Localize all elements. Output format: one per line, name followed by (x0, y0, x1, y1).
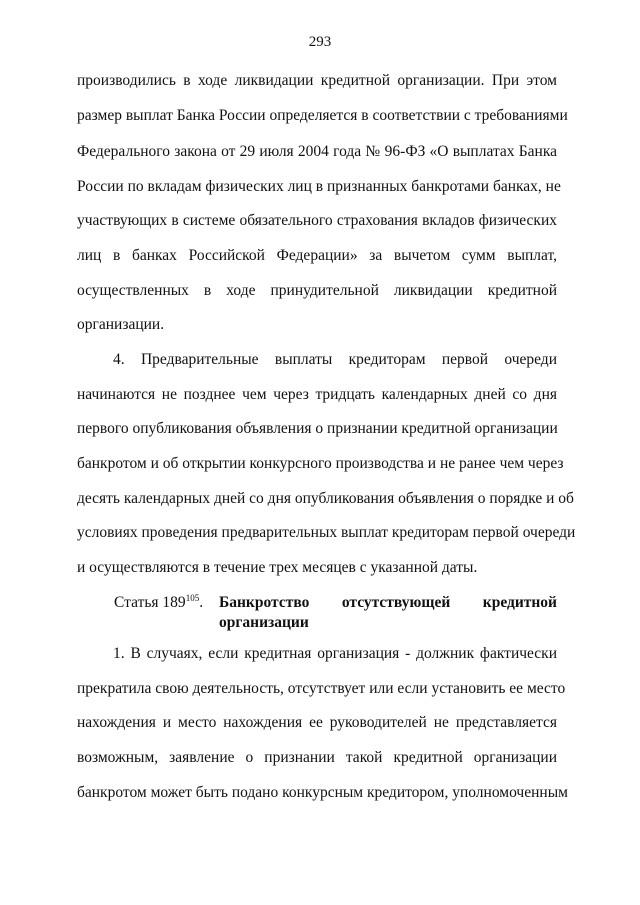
paragraph-line: нахождения и место нахождения ее руководителей не представляется (77, 714, 557, 731)
paragraph-line: условиях проведения предварительных выплат кредиторам первой очереди (77, 524, 576, 541)
paragraph-line: размер выплат Банка России определяется в соответствии с требованиями (77, 107, 568, 124)
paragraph-line: России по вкладам физических лиц в признанных банкротами банках, не (77, 178, 561, 195)
paragraph-line: и осуществляются в течение трех месяцев с указанной даты. (77, 559, 478, 576)
paragraph-line: начинаются не позднее чем через тридцать календарных дней со дня (77, 386, 557, 403)
paragraph-line: банкротом и об открытии конкурсного производства и не ранее чем через (77, 455, 564, 472)
article-title-line: Банкротство отсутствующей кредитной (219, 594, 557, 611)
paragraph-line: 1. В случаях, если кредитная организация - должник фактически (113, 645, 557, 662)
paragraph-line: производились в ходе ликвидации кредитной организации. При этом (77, 72, 557, 89)
paragraph-line: прекратила свою деятельность, отсутствует или если установить ее место (77, 680, 566, 697)
paragraph-line: первого опубликования объявления о признании кредитной организации (77, 420, 558, 437)
paragraph-line: возможным, заявление о признании такой кредитной организации (77, 749, 557, 766)
paragraph-line: осуществленных в ходе принудительной ликвидации кредитной (77, 282, 557, 299)
article-title (219, 593, 557, 633)
paragraph-line: лиц в банках Российской Федерации» за вычетом сумм выплат, (77, 247, 557, 264)
article-number (114, 593, 203, 613)
paragraph-line: участвующих в системе обязательного страхования вкладов физических (77, 212, 557, 229)
article-label-text: Статья 189 (114, 594, 186, 611)
page-number: 293 (308, 34, 332, 50)
article-title-line: организации (219, 614, 309, 631)
paragraph-line: банкротом может быть подано конкурсным кредитором, уполномоченным (77, 784, 568, 801)
paragraph-line: 4. Предварительные выплаты кредиторам первой очереди (113, 351, 557, 368)
paragraph-line: Федерального закона от 29 июля 2004 года № 96-ФЗ «О выплатах Банка (77, 143, 557, 160)
article-label-superscript: 105 (185, 593, 200, 603)
article-label-suffix: . (199, 594, 204, 611)
paragraph-line: десять календарных дней со дня опубликования объявления о порядке и об (77, 490, 574, 507)
paragraph-line: организации. (77, 316, 165, 333)
